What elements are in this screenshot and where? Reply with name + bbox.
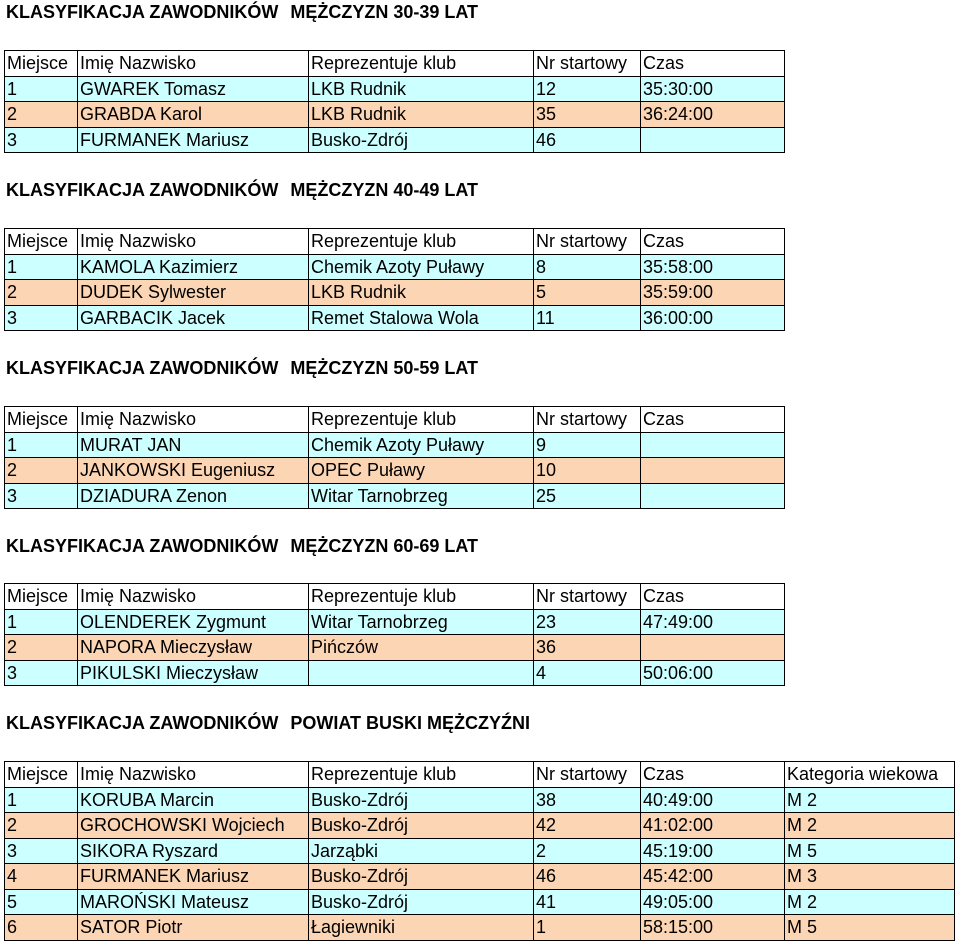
section-title-right: MĘŻCZYZN 50-59 LAT	[290, 358, 479, 378]
place-cell: 2	[5, 280, 78, 306]
header-club-cell: Reprezentuje klub	[309, 407, 534, 433]
header-bib-cell: Nr startowy	[534, 584, 641, 610]
place-cell: 1	[5, 609, 78, 635]
place-cell: 1	[5, 432, 78, 458]
time-cell: 58:15:00	[641, 915, 785, 941]
place-cell: 2	[5, 635, 78, 661]
category-cell: M 2	[785, 889, 955, 915]
place-cell: 2	[5, 102, 78, 128]
name-cell: JANKOWSKI Eugeniusz	[78, 458, 309, 484]
section-title-right: MĘŻCZYZN 40-49 LAT	[290, 180, 479, 200]
place-cell: 1	[5, 254, 78, 280]
table-row	[5, 76, 785, 102]
section-title	[6, 535, 478, 557]
club-cell: Busko-Zdrój	[309, 864, 534, 890]
results-table	[4, 50, 785, 153]
time-cell: 40:49:00	[641, 787, 785, 813]
header-name-cell: Imię Nazwisko	[78, 762, 309, 788]
header-bib-cell: Nr startowy	[534, 229, 641, 255]
header-club-cell: Reprezentuje klub	[309, 51, 534, 77]
results-table	[4, 406, 785, 509]
header-club-cell: Reprezentuje klub	[309, 584, 534, 610]
time-cell	[641, 483, 785, 509]
header-time-cell: Czas	[641, 229, 785, 255]
name-cell: KAMOLA Kazimierz	[78, 254, 309, 280]
club-cell	[309, 660, 534, 686]
table-header-row	[5, 407, 785, 433]
table-row	[5, 305, 785, 331]
results-table	[4, 583, 785, 686]
name-cell: GROCHOWSKI Wojciech	[78, 813, 309, 839]
header-bib-cell: Nr startowy	[534, 51, 641, 77]
time-cell: 35:30:00	[641, 76, 785, 102]
name-cell: SIKORA Ryszard	[78, 838, 309, 864]
header-name-cell: Imię Nazwisko	[78, 407, 309, 433]
place-cell: 6	[5, 915, 78, 941]
time-cell: 50:06:00	[641, 660, 785, 686]
table-row	[5, 838, 955, 864]
table-row	[5, 635, 785, 661]
category-cell: M 5	[785, 838, 955, 864]
header-place-cell: Miejsce	[5, 584, 78, 610]
header-category-cell: Kategoria wiekowa	[785, 762, 955, 788]
table-row	[5, 889, 955, 915]
club-cell: Chemik Azoty Puławy	[309, 432, 534, 458]
name-cell: MAROŃSKI Mateusz	[78, 889, 309, 915]
club-cell: LKB Rudnik	[309, 280, 534, 306]
club-cell: Witar Tarnobrzeg	[309, 609, 534, 635]
table-row	[5, 660, 785, 686]
place-cell: 3	[5, 838, 78, 864]
table-row	[5, 102, 785, 128]
time-cell: 35:59:00	[641, 280, 785, 306]
table-row	[5, 483, 785, 509]
table-header-row	[5, 229, 785, 255]
section-title-left: KLASYFIKACJA ZAWODNIKÓW	[6, 536, 279, 556]
name-cell: DUDEK Sylwester	[78, 280, 309, 306]
time-cell: 35:58:00	[641, 254, 785, 280]
results-table	[4, 228, 785, 331]
section-title-right: MĘŻCZYZN 30-39 LAT	[290, 2, 479, 22]
name-cell: GARBACIK Jacek	[78, 305, 309, 331]
bib-cell: 36	[534, 635, 641, 661]
time-cell	[641, 432, 785, 458]
club-cell: Remet Stalowa Wola	[309, 305, 534, 331]
club-cell: LKB Rudnik	[309, 102, 534, 128]
place-cell: 4	[5, 864, 78, 890]
table-row	[5, 432, 785, 458]
table-row	[5, 280, 785, 306]
category-cell: M 5	[785, 915, 955, 941]
bib-cell: 1	[534, 915, 641, 941]
bib-cell: 38	[534, 787, 641, 813]
category-cell: M 2	[785, 787, 955, 813]
bib-cell: 46	[534, 864, 641, 890]
place-cell: 3	[5, 305, 78, 331]
bib-cell: 25	[534, 483, 641, 509]
bib-cell: 11	[534, 305, 641, 331]
place-cell: 2	[5, 813, 78, 839]
name-cell: FURMANEK Mariusz	[78, 127, 309, 153]
place-cell: 1	[5, 76, 78, 102]
header-place-cell: Miejsce	[5, 51, 78, 77]
header-club-cell: Reprezentuje klub	[309, 762, 534, 788]
name-cell: SATOR Piotr	[78, 915, 309, 941]
bib-cell: 41	[534, 889, 641, 915]
time-cell: 47:49:00	[641, 609, 785, 635]
section-title-right: POWIAT BUSKI MĘŻCZYŹNI	[290, 713, 530, 733]
bib-cell: 23	[534, 609, 641, 635]
time-cell: 49:05:00	[641, 889, 785, 915]
section-title	[6, 1, 478, 23]
name-cell: GRABDA Karol	[78, 102, 309, 128]
header-name-cell: Imię Nazwisko	[78, 51, 309, 77]
header-club-cell: Reprezentuje klub	[309, 229, 534, 255]
header-place-cell: Miejsce	[5, 762, 78, 788]
bib-cell: 12	[534, 76, 641, 102]
table-row	[5, 609, 785, 635]
bib-cell: 46	[534, 127, 641, 153]
table-row	[5, 813, 955, 839]
results-table	[4, 761, 955, 941]
time-cell	[641, 635, 785, 661]
bib-cell: 2	[534, 838, 641, 864]
time-cell: 41:02:00	[641, 813, 785, 839]
club-cell: Busko-Zdrój	[309, 813, 534, 839]
name-cell: OLENDEREK Zygmunt	[78, 609, 309, 635]
section-title-left: KLASYFIKACJA ZAWODNIKÓW	[6, 180, 279, 200]
table-header-row	[5, 584, 785, 610]
club-cell: Łagiewniki	[309, 915, 534, 941]
name-cell: MURAT JAN	[78, 432, 309, 458]
club-cell: Busko-Zdrój	[309, 889, 534, 915]
bib-cell: 9	[534, 432, 641, 458]
place-cell: 2	[5, 458, 78, 484]
time-cell: 36:24:00	[641, 102, 785, 128]
club-cell: Busko-Zdrój	[309, 127, 534, 153]
section-title-left: KLASYFIKACJA ZAWODNIKÓW	[6, 358, 279, 378]
section-title-left: KLASYFIKACJA ZAWODNIKÓW	[6, 713, 279, 733]
club-cell: Chemik Azoty Puławy	[309, 254, 534, 280]
time-cell	[641, 127, 785, 153]
name-cell: NAPORA Mieczysław	[78, 635, 309, 661]
table-header-row	[5, 762, 955, 788]
header-time-cell: Czas	[641, 762, 785, 788]
section-title	[6, 179, 478, 201]
bib-cell: 35	[534, 102, 641, 128]
name-cell: KORUBA Marcin	[78, 787, 309, 813]
name-cell: DZIADURA Zenon	[78, 483, 309, 509]
table-row	[5, 458, 785, 484]
time-cell: 45:19:00	[641, 838, 785, 864]
header-time-cell: Czas	[641, 51, 785, 77]
place-cell: 5	[5, 889, 78, 915]
section-title	[6, 357, 478, 379]
bib-cell: 5	[534, 280, 641, 306]
place-cell: 3	[5, 660, 78, 686]
table-row	[5, 127, 785, 153]
section-title-left: KLASYFIKACJA ZAWODNIKÓW	[6, 2, 279, 22]
name-cell: FURMANEK Mariusz	[78, 864, 309, 890]
header-place-cell: Miejsce	[5, 229, 78, 255]
section-title-right: MĘŻCZYZN 60-69 LAT	[290, 536, 479, 556]
section-title	[6, 712, 530, 734]
time-cell	[641, 458, 785, 484]
header-time-cell: Czas	[641, 407, 785, 433]
club-cell: Pińczów	[309, 635, 534, 661]
time-cell: 45:42:00	[641, 864, 785, 890]
table-header-row	[5, 51, 785, 77]
club-cell: Jarząbki	[309, 838, 534, 864]
table-row	[5, 915, 955, 941]
club-cell: LKB Rudnik	[309, 76, 534, 102]
category-cell: M 3	[785, 864, 955, 890]
name-cell: PIKULSKI Mieczysław	[78, 660, 309, 686]
header-name-cell: Imię Nazwisko	[78, 229, 309, 255]
time-cell: 36:00:00	[641, 305, 785, 331]
club-cell: Busko-Zdrój	[309, 787, 534, 813]
club-cell: Witar Tarnobrzeg	[309, 483, 534, 509]
bib-cell: 8	[534, 254, 641, 280]
place-cell: 3	[5, 127, 78, 153]
category-cell: M 2	[785, 813, 955, 839]
header-place-cell: Miejsce	[5, 407, 78, 433]
bib-cell: 10	[534, 458, 641, 484]
place-cell: 1	[5, 787, 78, 813]
bib-cell: 42	[534, 813, 641, 839]
header-bib-cell: Nr startowy	[534, 407, 641, 433]
header-name-cell: Imię Nazwisko	[78, 584, 309, 610]
table-row	[5, 254, 785, 280]
bib-cell: 4	[534, 660, 641, 686]
place-cell: 3	[5, 483, 78, 509]
table-row	[5, 864, 955, 890]
header-time-cell: Czas	[641, 584, 785, 610]
club-cell: OPEC Puławy	[309, 458, 534, 484]
header-bib-cell: Nr startowy	[534, 762, 641, 788]
table-row	[5, 787, 955, 813]
name-cell: GWAREK Tomasz	[78, 76, 309, 102]
